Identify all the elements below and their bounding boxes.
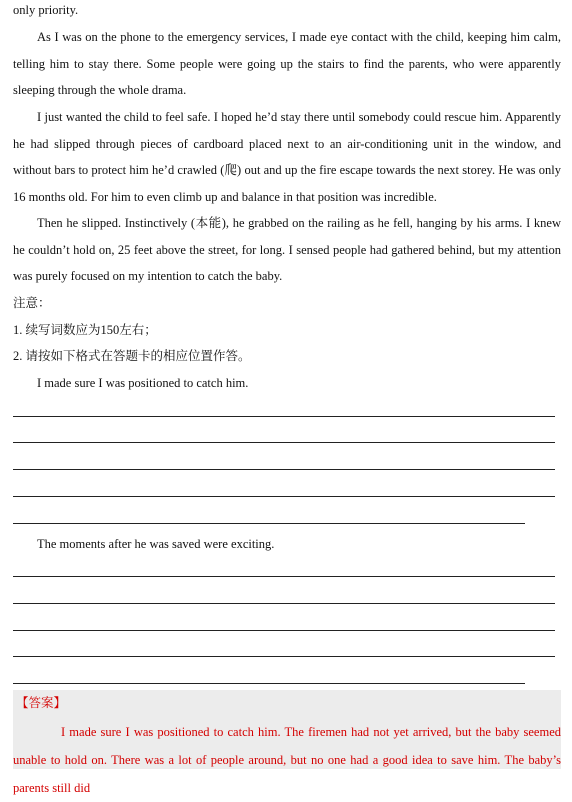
writing-line[interactable] (13, 576, 555, 577)
first-paragraph-prompt: I made sure I was positioned to catch him. (37, 376, 249, 390)
writing-line[interactable] (13, 442, 555, 443)
answer-text-content: I made sure I was positioned to catch him. The firemen had not yet arrived, but the baby seemed unable to hold on. There was a lot of people around, but no one had a good idea to save him. The baby’s parents still did (13, 725, 561, 795)
story-paragraph-1 (13, 24, 561, 104)
notes-item-2: 2. 请按如下格式在答题卡的相应位置作答。 (13, 349, 251, 363)
writing-line[interactable] (13, 683, 525, 684)
story-paragraph-1-text: As I was on the phone to the emergency services, I made eye contact with the child, keeping him calm, telling him to stay there. Some people were going up the stairs to find the parents, who were apparently sleeping through the whole drama. (13, 30, 561, 98)
notes-heading: 注意： (13, 296, 51, 310)
writing-line[interactable] (13, 523, 525, 524)
story-paragraph-2-text: I just wanted the child to feel safe. I hoped he’d stay there until somebody could rescue him. Apparently he had slipped through pieces of cardboard placed next to an air-conditioning unit in the window, and without bars to protect him he’d crawled (爬) out and up the fire escape towards the next storey. He was only 16 months old. For him to even climb up and balance in that position was incredible. (13, 110, 561, 204)
second-paragraph-prompt: The moments after he was saved were exciting. (37, 537, 275, 551)
notes-item-1: 1. 续写词数应为150左右； (13, 323, 157, 337)
writing-line[interactable] (13, 416, 555, 417)
writing-line[interactable] (13, 630, 555, 631)
story-paragraph-3 (13, 210, 561, 290)
answer-label: 【答案】 (16, 696, 67, 710)
story-paragraph-3-text: Then he slipped. Instinctively (本能), he grabbed on the railing as he fell, hanging by his arms. I knew he couldn’t hold on, 25 feet above the street, for long. I sensed people had gathered behind, but my attention was purely focused on my intention to catch the baby. (13, 216, 561, 284)
story-paragraph-2 (13, 104, 561, 210)
answer-text (13, 718, 561, 802)
writing-line[interactable] (13, 603, 555, 604)
story-paragraph-0: only priority. (13, 3, 79, 17)
writing-line[interactable] (13, 496, 555, 497)
writing-line[interactable] (13, 469, 555, 470)
writing-line[interactable] (13, 656, 555, 657)
